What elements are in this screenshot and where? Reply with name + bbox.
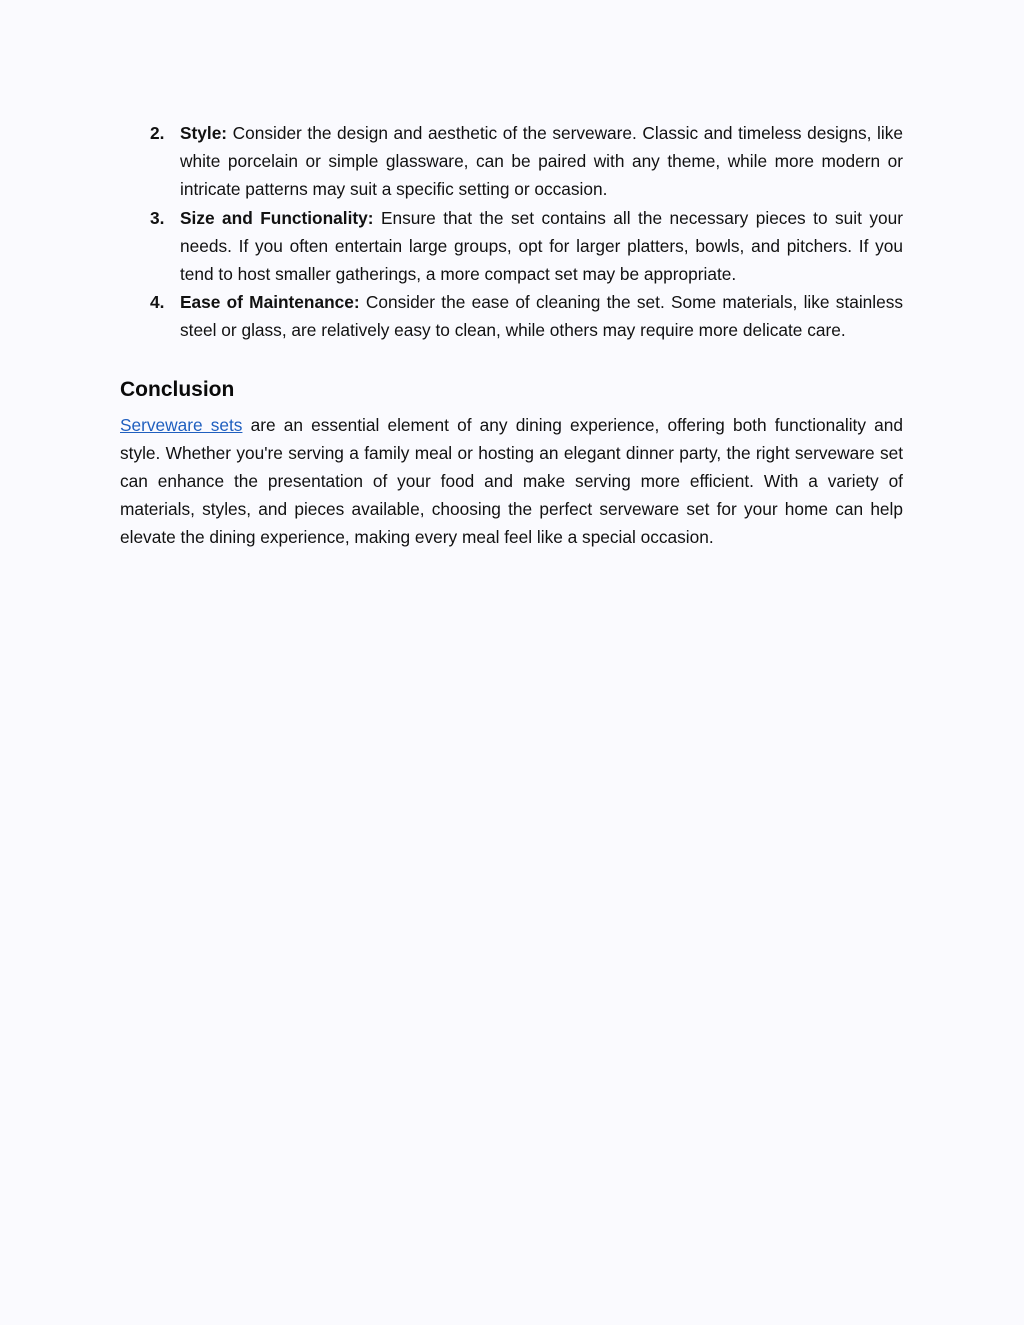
- list-item-text: Ensure that the set contains all the necessary pieces to suit your needs. If you often entertain large groups, opt for larger platters, bowls, and pitchers. If you tend to host smaller gatherings, a more compact set may be appropriate.: [180, 207, 904, 285]
- list-item-text: Consider the ease of cleaning the set. Some materials, like stainless steel or glass, are relatively easy to clean, while others may require more delicate care.: [180, 292, 903, 341]
- serveware-sets-link[interactable]: Serveware sets: [120, 414, 243, 435]
- list-item-number: 2.: [150, 123, 165, 143]
- list-item: [120, 204, 903, 289]
- page-content: [120, 119, 903, 552]
- list-item-term: Style:: [180, 123, 228, 143]
- list-item-number: 4.: [150, 292, 165, 313]
- conclusion-body-text: are an essential element of any dining experience, offering both functionality and style. Whether you're serving a family meal or hosting an elegant dinner party, the right serveware set can enhance the presentation of your food and make serving more efficient. With a variety of materials, styles, and pieces available, choosing the perfect serveware set for your home can help elevate the dining experience, making every meal feel like a special occasion.: [120, 414, 903, 548]
- list-item: [120, 288, 903, 344]
- conclusion-heading: Conclusion: [120, 377, 235, 401]
- selection-criteria-list: [120, 119, 903, 345]
- list-item-number: 3.: [150, 207, 165, 228]
- list-item-term: Ease of Maintenance:: [180, 292, 360, 313]
- conclusion-paragraph: [120, 411, 903, 552]
- list-item-term: Size and Functionality:: [180, 207, 374, 228]
- list-item: [120, 119, 903, 204]
- list-item-text: Consider the design and aesthetic of the serveware. Classic and timeless designs, like white porcelain or simple glassware, can be paired with any theme, while more modern or intricate patterns may suit a specific setting or occasion.: [180, 123, 903, 200]
